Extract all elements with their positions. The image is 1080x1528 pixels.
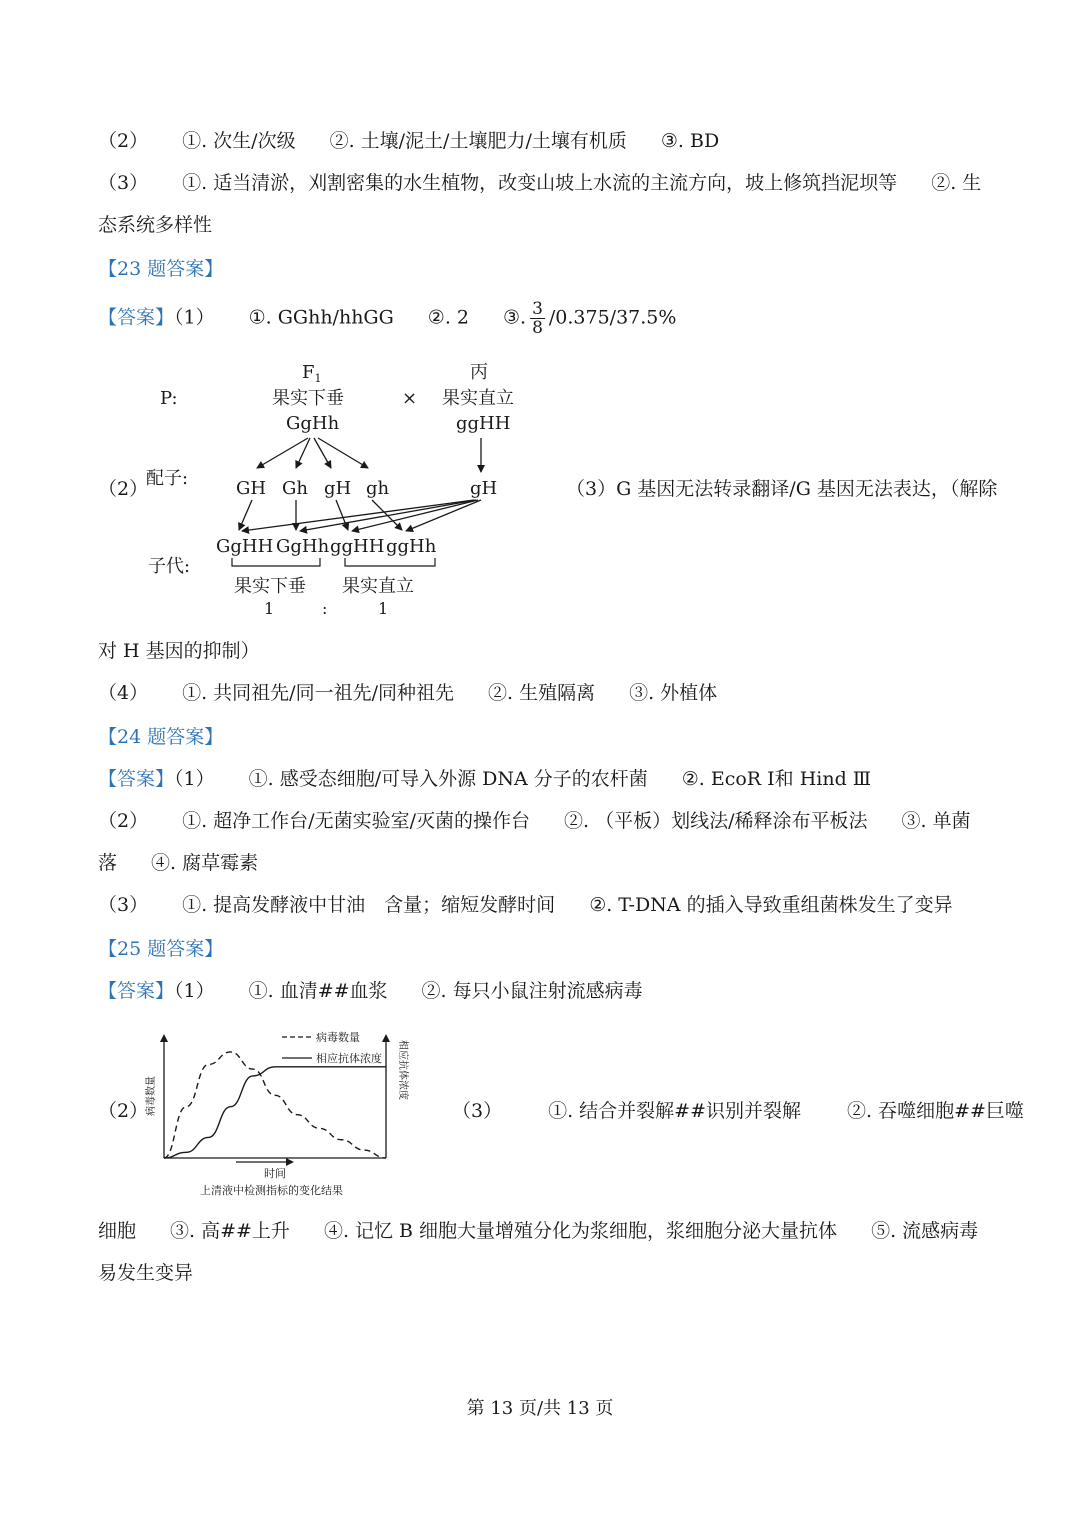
q23-line-4 <box>98 678 717 708</box>
q25-line-3 <box>452 1096 1024 1126</box>
q23-line-3-cont: 对 H 基因的抑制） <box>98 640 260 662</box>
q22-l2-b: ②. 土壤/泥土/土壤肥力/土壤有机质 <box>329 130 627 152</box>
offspring-label: 子代: <box>148 556 191 577</box>
fraction-denominator: 8 <box>532 318 543 338</box>
q22-line-3-cont: 态系统多样性 <box>98 214 213 236</box>
q23-l4-b: ②. 生殖隔离 <box>487 682 596 704</box>
q25-l3-a: ①. 结合并裂解##识别并裂解 <box>548 1100 802 1122</box>
chart-legend <box>282 1030 382 1065</box>
gamete-gh-3: gH <box>324 478 352 499</box>
q25-line-1 <box>98 976 643 1006</box>
gamete-arrows <box>257 438 481 472</box>
q23-header: 【23 题答案】 <box>98 258 224 280</box>
q25-l3-cont-b: ③. 高##上升 <box>170 1220 290 1242</box>
q24-l2-cont-b: ④. 腐草霉素 <box>151 852 259 874</box>
offspring-brackets <box>232 558 435 566</box>
q25-l3-cont-a: 细胞 <box>98 1220 137 1242</box>
q24-header: 【24 题答案】 <box>98 726 224 748</box>
gamete-label: 配子: <box>146 468 189 489</box>
q25-line-3-cont2: 易发生变异 <box>98 1262 194 1284</box>
q24-l2-num: （2） <box>98 810 149 832</box>
chart-series <box>164 1052 386 1158</box>
ratio-a: 1 <box>264 599 275 618</box>
ratio-colon: : <box>322 599 328 618</box>
q24-l3-b: ②. T-DNA 的插入导致重组菌株发生了变异 <box>589 894 953 916</box>
phenotype-down: 果实下垂 <box>234 576 306 597</box>
antibody-concentration-line <box>164 1067 386 1158</box>
q23-l1-b: ②. 2 <box>427 306 469 329</box>
q24-line-3 <box>98 890 953 920</box>
q24-l3-num: （3） <box>98 894 149 916</box>
q22-l2-c: ③. BD <box>660 130 720 152</box>
q24-line-2-cont <box>98 848 258 878</box>
q25-l3-cont-c: ④. 记忆 B 细胞大量增殖分化为浆细胞，浆细胞分泌大量抗体 <box>323 1220 838 1242</box>
q24-l1-num: （1） <box>174 768 215 790</box>
q25-l1-a: ①. 血清##血浆 <box>248 980 388 1002</box>
q23-l2-num: （2） <box>98 478 149 500</box>
q23-l4-c: ③. 外植体 <box>629 682 718 704</box>
q23-line-3: （3）G 基因无法转录翻译/G 基因无法表达，（解除 <box>566 478 998 500</box>
parent2-phenotype: 果实直立 <box>442 388 514 409</box>
q24-line-1 <box>98 764 871 794</box>
q23-l1-c-prefix: ③. <box>502 306 527 329</box>
q25-header: 【25 题答案】 <box>98 938 224 960</box>
q22-l2-num: （2） <box>98 130 149 152</box>
genetic-cross-diagram <box>140 358 530 620</box>
q24-l1-a: ①. 感受态细胞/可导入外源 DNA 分子的农杆菌 <box>248 768 648 790</box>
q23-l1-c-suffix: /0.375/37.5% <box>548 306 677 329</box>
p-label: P: <box>160 388 178 409</box>
gamete-gh-4: gh <box>366 478 390 499</box>
chart-caption: 上清液中检测指标的变化结果 <box>200 1184 343 1197</box>
q22-line-2 <box>98 126 719 156</box>
chart-ylabel-right: 相应抗体浓度 <box>397 1040 408 1100</box>
q25-l1-b: ②. 每只小鼠注射流感病毒 <box>421 980 643 1002</box>
virus-count-line <box>164 1052 386 1158</box>
parent1-phenotype: 果实下垂 <box>272 388 344 409</box>
q22-line-3 <box>98 168 981 198</box>
q25-l2-num: （2） <box>98 1100 149 1122</box>
chart-ylabel-left: 病毒数量 <box>146 1076 157 1116</box>
q24-l2-a: ①. 超净工作台/无菌实验室/灭菌的操作台 <box>182 810 530 832</box>
q22-l3-b: ②. 生 <box>931 172 982 194</box>
q25-answer-tag: 【答案】 <box>98 980 175 1002</box>
parent2-genotype: ggHH <box>456 413 511 434</box>
offspring-2: GgHh <box>276 536 330 557</box>
q25-l1-num: （1） <box>174 980 215 1002</box>
q25-line-3-cont <box>98 1216 978 1246</box>
fraction-numerator: 3 <box>532 299 543 319</box>
gamete-gh-2: Gh <box>282 478 308 499</box>
f1-label: $F_1$ <box>302 362 322 385</box>
q23-l1-num: （1） <box>174 306 215 329</box>
offspring-1: GgHH <box>216 536 274 557</box>
offspring-4: ggHh <box>386 536 437 557</box>
q23-l4-num: （4） <box>98 682 149 704</box>
q23-l1-a: ①. GGhh/hhGG <box>248 306 394 329</box>
q25-l3-b: ②. 吞噬细胞##巨噬 <box>847 1100 1024 1122</box>
fertilization-arrows <box>239 500 481 531</box>
q25-l3-cont-d: ⑤. 流感病毒 <box>871 1220 979 1242</box>
cross-symbol: × <box>402 388 418 409</box>
q23-line-1 <box>98 300 676 337</box>
q23-l4-a: ①. 共同祖先/同一祖先/同种祖先 <box>182 682 454 704</box>
offspring-3: ggHH <box>330 536 385 557</box>
q24-l2-b: ②. （平板）划线法/稀释涂布平板法 <box>563 810 868 832</box>
chart-xlabel: 时间 <box>264 1167 286 1180</box>
legend-antibody-label: 相应抗体浓度 <box>316 1052 382 1065</box>
q22-l3-a: ①. 适当清淤，刈割密集的水生植物，改变山坡上水流的主流方向，坡上修筑挡泥坝等 <box>182 172 898 194</box>
virus-antibody-chart <box>140 1024 430 1202</box>
q25-l3-num: （3） <box>452 1100 503 1122</box>
q24-l1-b: ②. EcoR Ⅰ和 Hind Ⅲ <box>681 768 872 790</box>
q22-l2-a: ①. 次生/次级 <box>182 130 296 152</box>
phenotype-up: 果实直立 <box>342 576 414 597</box>
ratio-b: 1 <box>378 599 389 618</box>
q24-l3-a: ①. 提高发酵液中甘油 含量；缩短发酵时间 <box>182 894 556 916</box>
gamete-parent2: gH <box>470 478 498 499</box>
legend-virus-label: 病毒数量 <box>316 1031 360 1044</box>
q23-answer-tag: 【答案】 <box>98 306 175 329</box>
gamete-gh-1: GH <box>236 478 267 499</box>
q22-l3-num: （3） <box>98 172 149 194</box>
parent1-genotype: GgHh <box>286 413 340 434</box>
q24-line-2 <box>98 806 971 836</box>
fraction <box>530 300 545 337</box>
q24-answer-tag: 【答案】 <box>98 768 175 790</box>
page-footer: 第 13 页/共 13 页 <box>466 1398 614 1419</box>
q24-l2-c: ③. 单菌 <box>901 810 971 832</box>
bing-label: 丙 <box>470 362 488 383</box>
q24-l2-cont-a: 落 <box>98 852 118 874</box>
